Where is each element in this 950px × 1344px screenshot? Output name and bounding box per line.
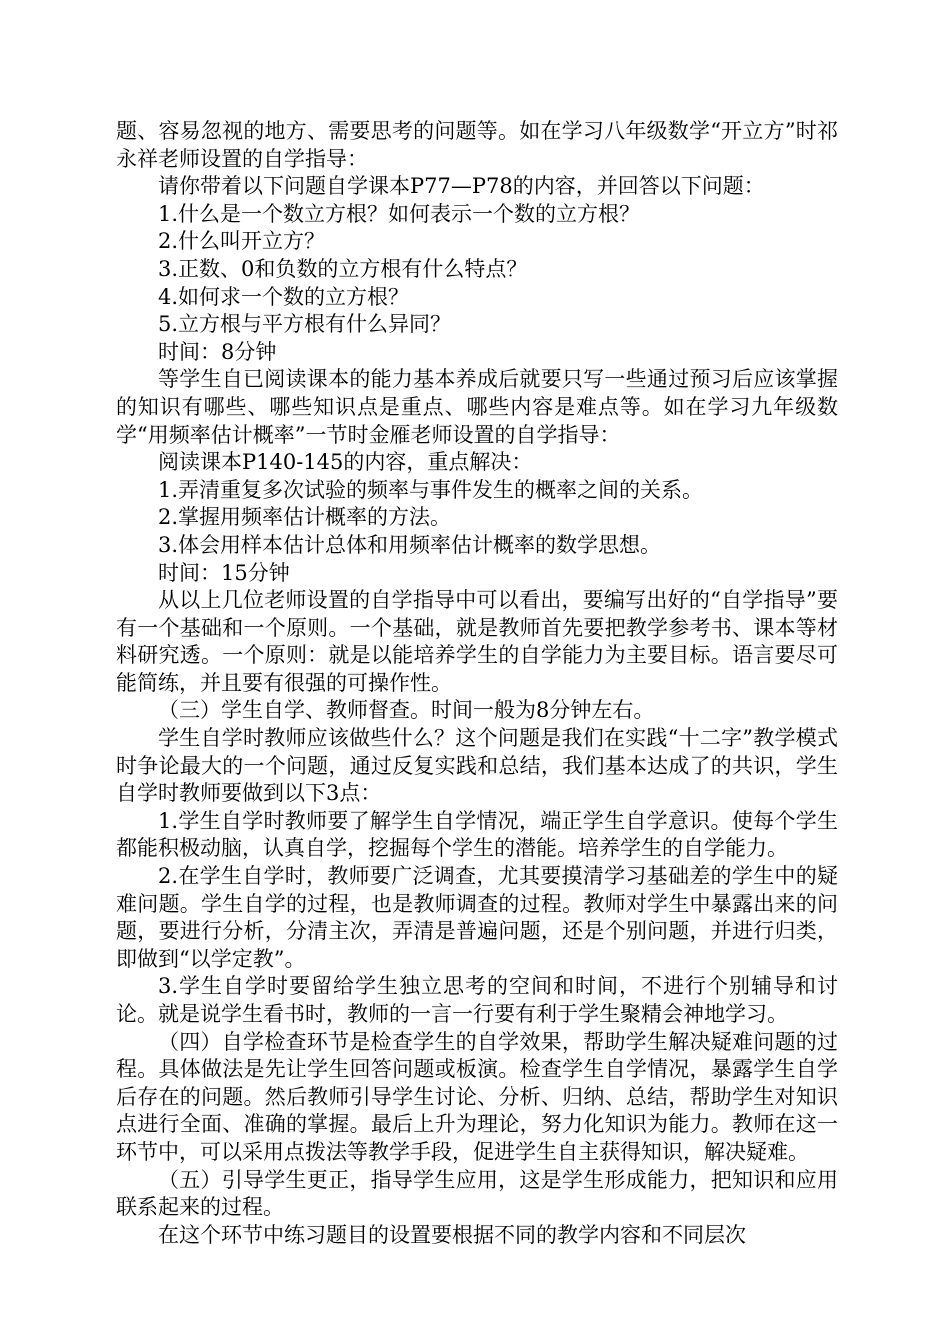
- list-item-question-2: 2.什么叫开立方？: [158, 229, 326, 254]
- section-heading-four: （四）自学检查环节是检查学生的自学效果，帮助学生解决疑难问题的过程。具体做法是先让学生回答问题或板演。检查学生自学情况，暴露学生自学后存在的问题。然后教师引导学生讨论、分析、归纳、总结，帮助学生对知识点进行全面、准确的掌握。最后上升为理论，努力化知识为能力。教师在这一环节中，可以采用点拨法等教学手段，促进学生自主获得知识，解决疑难。: [116, 1029, 838, 1164]
- paragraph-self-study-prompt: 请你带着以下问题自学课本P77—P78的内容，并回答以下问题：: [158, 174, 765, 199]
- paragraph-reading-ability: 等学生自已阅读课本的能力基本养成后就要只写一些通过预习后应该掌握的知识有哪些、哪些知识点是重点、哪些内容是难点等。如在学习九年级数学“用频率估计概率”一节时金雁老师设置的自学指导：: [116, 367, 838, 447]
- time-note-15-minutes: 时间：15分钟: [158, 560, 290, 585]
- paragraph-intro-continuation: 题、容易忽视的地方、需要思考的问题等。如在学习八年级数学“开立方”时祁永祥老师设置的自学指导：: [116, 119, 838, 171]
- paragraph-reading-assignment: 阅读课本P140-145的内容，重点解决：: [158, 450, 533, 475]
- list-item-goal-2: 2.掌握用频率估计概率的方法。: [158, 505, 452, 530]
- list-item-goal-1: 1.弄清重复多次试验的频率与事件发生的概率之间的关系。: [158, 477, 704, 502]
- paragraph-teacher-role: 学生自学时教师应该做些什么？这个问题是我们在实践“十二字”教学模式时争论最大的一个问题，通过反复实践和总结，我们基本达成了的共识，学生自学时教师要做到以下3点：: [116, 726, 838, 806]
- list-item-point-3: 3.学生自学时要留给学生独立思考的空间和时间，不进行个别辅导和讨论。就是说学生看书时，教师的一言一行要有利于学生聚精会神地学习。: [116, 974, 838, 1026]
- list-item-question-3: 3.正数、0和负数的立方根有什么特点？: [158, 256, 528, 281]
- paragraph-guidance-principles: 从以上几位老师设置的自学指导中可以看出，要编写出好的“自学指导”要有一个基础和一个原则。一个基础，就是教师首先要把教学参考书、课本等材料研究透。一个原则：就是以能培养学生的自学能力为主要目标。语言要尽可能简练，并且要有很强的可操作性。: [116, 588, 838, 695]
- document-page: [116, 118, 838, 1249]
- list-item-point-1: 1.学生自学时教师要了解学生自学情况，端正学生自学意识。使每个学生都能积极动脑，认真自学，挖掘每个学生的潜能。培养学生的自学能力。: [116, 808, 838, 861]
- list-item-question-1: 1.什么是一个数立方根？如何表示一个数的立方根？: [158, 201, 641, 226]
- list-item-question-5: 5.立方根与平方根有什么异同？: [158, 312, 452, 337]
- list-item-point-2: 2.在学生自学时，教师要广泛调查，尤其要摸清学习基础差的学生中的疑难问题。学生自学的过程，也是教师调查的过程。教师对学生中暴露出来的问题，要进行分析，分清主次，弄清是普遍问题，还是个别问题，并进行归类，即做到“以学定教”。: [116, 864, 838, 971]
- time-note-8-minutes: 时间：8分钟: [158, 339, 277, 364]
- section-heading-five: （五）引导学生更正，指导学生应用，这是学生形成能力，把知识和应用联系起来的过程。: [116, 1167, 838, 1220]
- list-item-goal-3: 3.体会用样本估计总体和用频率估计概率的数学思想。: [158, 532, 662, 557]
- list-item-question-4: 4.如何求一个数的立方根？: [158, 284, 410, 309]
- paragraph-exercise-design: 在这个环节中练习题目的设置要根据不同的教学内容和不同层次: [158, 1222, 746, 1247]
- section-heading-three: （三）学生自学、教师督查。时间一般为8分钟左右。: [158, 698, 655, 723]
